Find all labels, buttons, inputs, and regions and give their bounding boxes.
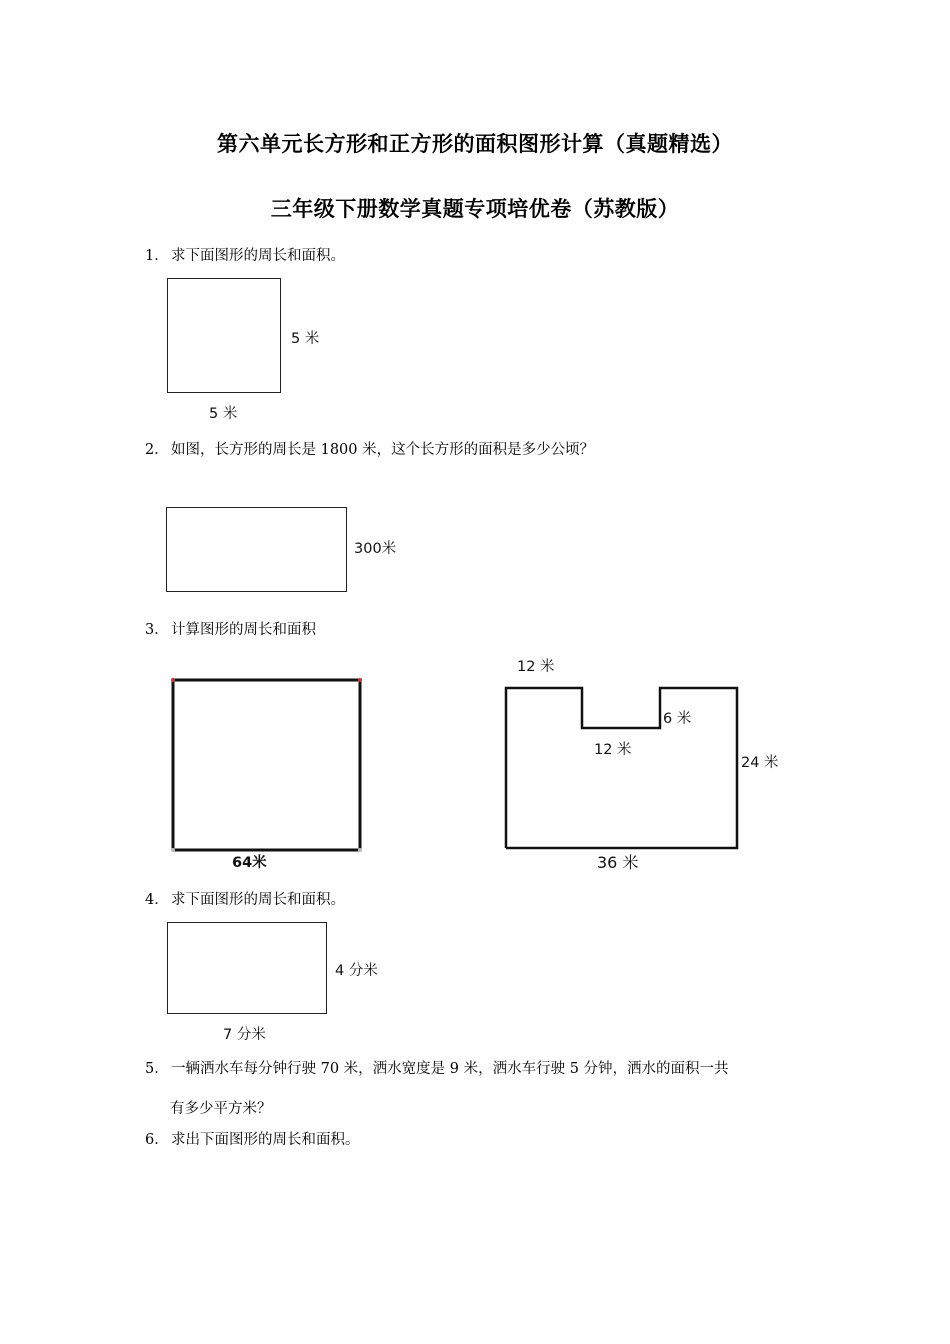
question-text: 求下面图形的周长和面积。 (171, 248, 345, 264)
side-length-label: 300米 (354, 541, 397, 557)
bottom-length-label: 64米 (232, 855, 267, 871)
square-outline (173, 680, 360, 850)
question-number: 3． (145, 622, 169, 638)
question-text: 如图，长方形的周长是 1800 米，这个长方形的面积是多少公顷？ (171, 442, 595, 458)
notched-figure-q3 (500, 680, 745, 855)
question-5-continued: 有多少平方米？ (170, 1101, 272, 1117)
question-text: 一辆洒水车每分钟行驶 70 米，洒水宽度是 9 米，洒水车行驶 5 分钟，洒水的面积一共 (171, 1061, 729, 1077)
notched-outline (506, 688, 737, 848)
corner-dot (171, 678, 175, 682)
corner-dot (358, 848, 362, 852)
question-2 (145, 440, 594, 460)
square-figure-q3 (160, 670, 380, 880)
page-subtitle: 三年级下册数学真题专项培优卷（苏教版） (270, 197, 680, 221)
question-number: 5． (145, 1061, 169, 1077)
bottom-length-label: 5 米 (209, 406, 238, 422)
notch-bottom-label: 12 米 (594, 742, 632, 758)
page-title: 第六单元长方形和正方形的面积图形计算（真题精选） (217, 132, 733, 156)
question-text: 求下面图形的周长和面积。 (171, 892, 345, 908)
question-3 (145, 620, 316, 640)
bottom-length-label: 36 米 (597, 853, 639, 872)
question-1 (145, 246, 345, 266)
notch-depth-label: 6 米 (663, 711, 692, 727)
question-number: 4． (145, 892, 169, 908)
square-figure-q1 (167, 278, 281, 393)
rectangle-figure-q4 (167, 922, 327, 1014)
right-length-label: 24 米 (741, 755, 779, 771)
rectangle-figure-q2 (166, 507, 347, 592)
question-number: 6． (145, 1132, 169, 1148)
question-4 (145, 890, 345, 910)
question-number: 2． (145, 442, 169, 458)
side-length-label: 4 分米 (335, 963, 378, 979)
corner-dot (171, 848, 175, 852)
question-text: 计算图形的周长和面积 (171, 622, 316, 638)
question-5 (145, 1059, 729, 1079)
question-number: 1． (145, 248, 169, 264)
bottom-length-label: 7 分米 (223, 1027, 266, 1043)
question-text: 求出下面图形的周长和面积。 (171, 1132, 360, 1148)
question-6 (145, 1130, 360, 1150)
top-left-length-label: 12 米 (517, 659, 555, 675)
side-length-label: 5 米 (291, 331, 320, 347)
corner-dot (358, 678, 362, 682)
